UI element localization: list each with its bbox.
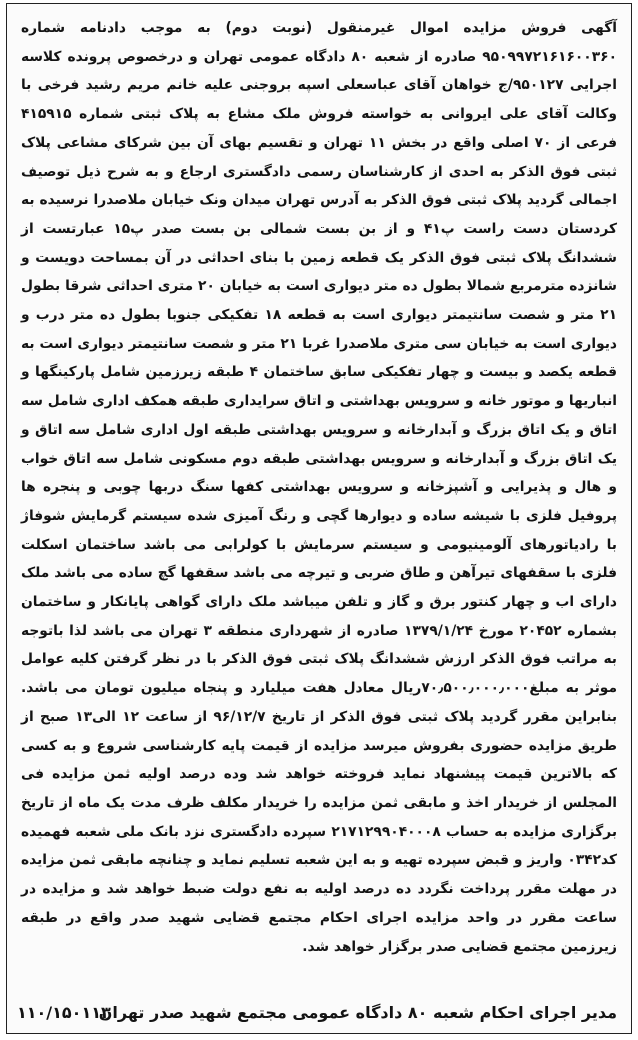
notice-footer (17, 999, 617, 1027)
notice-code: ۱۱۰/۱۵۰۱۱۳ (17, 1003, 111, 1022)
notice-paragraph-2: بنابراین مقرر گردید پلاک ثبتی فوق الذکر از تاریخ ۹۶/۱۲/۷ از ساعت ۱۲ الی۱۳ صبح از طریق مزایده حضوری بفروش میرسد مزایده از قیمت پایه کارشناسی شروع و به کسی که بالاترین قیمت پیشنهاد نماید فروخته خواهد شد وده درصد اولیه ثمن مزایده فی المجلس از خریدار اخذ و مابقی ثمن مزایده را خریدار مکلف ظرف مدت یک ماه از تاریخ برگزاری مزایده به حساب ۲۱۷۱۲۹۹۰۴۰۰۰۸ سپرده دادگستری نزد بانک ملی شعبه فهمیده کد۰۳۴۲ واریز و قبض سپرده تهیه و به این شعبه تسلیم نماید و چنانچه مابقی ثمن مزایده در مهلت مقرر پرداخت نگردد ده درصد اولیه به نفع دولت ضبط خواهد شد و مزایده در ساعت مقرر در واحد مزایده اجرای احکام مجتمع قضایی شهید صدر واقع در طبقه زیرزمین مجتمع قضایی صدر برگزار خواهد شد. (21, 708, 618, 955)
notice-paragraph-1: آگهی فروش مزایده اموال غیرمنقول (نوبت دوم) به موجب دادنامه شماره ۹۵۰۹۹۷۲۱۶۱۶۰۰۳۶۰ صادره از شعبه ۸۰ دادگاه عمومی تهران و درخصوص پرونده کلاسه اجرایی ۹۵۰۱۲۷/ج خواهان آقای عباسعلی اسپه بروجنی علیه خانم مریم رشید فرخی با وکالت آقای علی ایروانی به خواسته فروش ملک مشاع به پلاک ثبتی شماره ۴۱۵۹۱۵ فرعی از ۷۰ اصلی واقع در بخش ۱۱ تهران و تقسیم بهای آن بین شرکای مشاعی پلاک ثبتی فوق الذکر به احدی از کارشناسان رسمی دادگستری ارجاع و به شرح ذیل توصیف اجمالی گردید پلاک ثبتی فوق الذکر به آدرس تهران میدان ونک خیابان ملاصدرا نرسیده به کردستان دست راست پ۴۱ و از بن بست شمالی بن بست صدر پ۱۵ عبارتست از ششدانگ پلاک ثبتی فوق الذکر یک قطعه زمین با بنای احداثی در آن بمساحت دویست و شانزده مترمربع شمالا بطول ده متر دیواری است به خیابان ۲۰ متری احداثی شرقا بطول ۲۱ متر و شصت سانتیمتر دیواری است به قطعه ۱۸ تفکیکی جنوبا بطول ده متر درب و دیواری است به خیابان سی متری ملاصدرا غربا ۲۱ متر و شصت سانتیمتر دیواری است به قطعه یکصد و بیست و چهار تفکیکی سابق ساختمان ۴ طبقه زیرزمین شامل پارکینگها و انباریها و موتور خانه و سرویس بهداشتی و اتاق سرایداری طبقه همکف اداری شامل سه اتاق و یک اتاق بزرگ و آبدارخانه و سرویس بهداشتی طبقه اول اداری شامل سه اتاق و یک اتاق بزرگ و آبدارخانه و سرویس بهداشتی طبقه دوم مسکونی شامل سه اتاق خواب و هال و پذیرایی و آشپزخانه و سرویس بهداشتی کفها سنگ دربها چوبی و پنجره ها پروفیل فلزی با شیشه ساده و دیوارها گچی و رنگ آمیزی شده سیستم گرمایش شوفاژ با رادیاتورهای آلومینیومی و سیستم سرمایش با کولرابی می باشد ساختمان اسکلت فلزی با سقفهای تیرآهن و طاق ضربی و تیرچه می باشد سقفها گچ ساده می باشد ملک دارای اب و چهار کنتور برق و گاز و تلفن میباشد ملک دارای گواهی پایانکار و ساختمان بشماره ۲۰۴۵۲ مورخ ۱۳۷۹/۱/۲۴ صادره از شهرداری منطقه ۳ تهران می باشد لذا باتوجه به مراتب فوق الذکر ارزش ششدانگ پلاک ثبتی فوق الذکر با در نظر گرفتن کلیه عوامل موثر به مبلغ۷۰٫۵۰۰٫۰۰۰٫۰۰۰ریال معادل هفت میلیارد و پنجاه میلیون تومان می باشد. (21, 20, 617, 697)
auction-notice (6, 3, 632, 1034)
signature-line: مدیر اجرای احکام شعبه ۸۰ دادگاه عمومی مجتمع شهید صدر تهران (98, 1003, 617, 1022)
notice-body (21, 14, 617, 961)
